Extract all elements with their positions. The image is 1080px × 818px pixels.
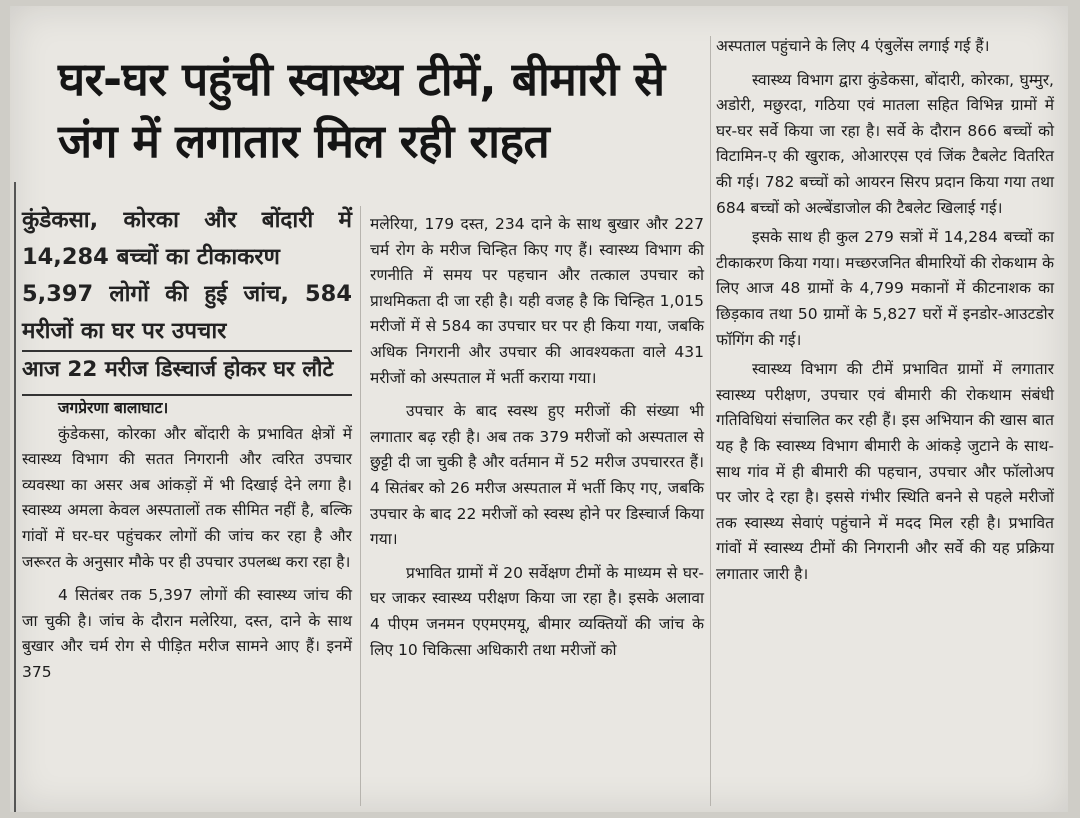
paragraph: उपचार के बाद स्वस्थ हुए मरीजों की संख्या भी लगातार बढ़ रही है। अब तक 379 मरीजों को अस्पताल से छुट्टी दी जा चुकी है और वर्तमान में 52 मरीज उपचाररत हैं। 4 सितंबर को 26 मरीज अस्पताल में भर्ती किए गए, जबकि उपचार के बाद 22 मरीजों को स्वस्थ होने पर डिस्चार्ज किया गया।	[370, 402, 704, 549]
subheadline-1: कुंडेकसा, कोरका और बोंदारी में 14,284 बच्चों का टीकाकरण	[22, 207, 352, 270]
left-frame-rule	[14, 182, 16, 812]
dateline: जगप्रेरणा बालाघाट।	[58, 399, 169, 417]
paragraph: स्वास्थ्य विभाग द्वारा कुंडेकसा, बोंदारी, कोरका, घुम्मुर, अडोरी, मछुरदा, गठिया एवं मातला सहित विभिन्न ग्रामों में घर-घर सर्वे किया जा रहा है। सर्वे के दौरान 866 बच्चों को विटामिन-ए की खुराक, ओआरएस एवं जिंक टैबलेट वितरित की गई। 782 बच्चों को आयरन सिरप प्रदान किया गया तथा 684 बच्चों को अल्बेंडाजोल की टैबलेट खिलाई गई।	[716, 70, 1054, 217]
column-rule-1	[360, 206, 361, 806]
paragraph: प्रभावित ग्रामों में 20 सर्वेक्षण टीमों के माध्यम से घर-घर जाकर स्वास्थ्य परीक्षण किया जा रहा है। इसके अलावा 4 पीएम जनमन एएमएमयू, बीमार व्यक्तियों की जांच के लिए 10 चिकित्सा अधिकारी तथा मरीजों को	[370, 563, 704, 659]
column-rule-2	[710, 36, 711, 806]
paragraph: अस्पताल पहुंचाने के लिए 4 एंबुलेंस लगाई गई हैं।	[716, 37, 990, 55]
subheadline-2: 5,397 लोगों की हुई जांच, 584 मरीजों का घर पर उपचार	[22, 281, 352, 344]
column-3	[716, 34, 1054, 587]
subheadline-3: आज 22 मरीज डिस्चार्ज होकर घर लौटे	[22, 350, 352, 396]
column-1	[22, 202, 352, 686]
paragraph: इसके साथ ही कुल 279 सत्रों में 14,284 बच्चों का टीकाकरण किया गया। मच्छरजनित बीमारियों की रोकथाम के लिए आज 48 ग्रामों के 4,799 मकानों में कीटनाशक का छिड़काव तथा 50 ग्रामों के 5,827 घरों में इनडोर-आउटडोर फॉगिंग की गई।	[716, 228, 1054, 349]
newspaper-clipping	[10, 6, 1068, 812]
paragraph: मलेरिया, 179 दस्त, 234 दाने के साथ बुखार और 227 चर्म रोग के मरीज चिन्हित किए गए हैं। स्वास्थ्य विभाग की रणनीति में समय पर पहचान और तत्काल उपचार को प्राथमिकता दी जा रही है। यही वजह है कि चिन्हित 1,015 मरीजों में से 584 का उपचार घर पर ही किया गया, जबकि अधिक निगरानी और उपचार की आवश्यकता वाले 431 मरीजों को अस्पताल में भर्ती कराया गया।	[370, 215, 704, 387]
paragraph: 4 सितंबर तक 5,397 लोगों की स्वास्थ्य जांच की जा चुकी है। जांच के दौरान मलेरिया, दस्त, दाने के साथ बुखार और चर्म रोग से पीड़ित मरीज सामने आए हैं। इनमें 375	[22, 586, 352, 681]
headline: घर-घर पहुंची स्वास्थ्य टीमें, बीमारी से जंग में लगातार मिल रही राहत	[58, 52, 665, 168]
paragraph: स्वास्थ्य विभाग की टीमें प्रभावित ग्रामों में लगातार स्वास्थ्य परीक्षण, उपचार एवं बीमारी की रोकथाम संबंधी गतिविधियां संचालित कर रही हैं। इस अभियान की खास बात यह है कि स्वास्थ्य विभाग बीमारी के आंकड़े जुटाने के साथ-साथ गांव में ही बीमारी की पहचान, उपचार और फॉलोअप पर जोर दे रहा है। इससे गंभीर स्थिति बनने से पहले मरीजों तक स्वास्थ्य सेवाएं पहुंचाने में मदद मिल रही है। प्रभावित गांवों में स्वास्थ्य टीमों की निगरानी और सर्वे की यह प्रक्रिया लगातार जारी है।	[716, 360, 1054, 583]
column-2	[370, 212, 704, 663]
paragraph: कुंडेकसा, कोरका और बोंदारी के प्रभावित क्षेत्रों में स्वास्थ्य विभाग की सतत निगरानी और त्वरित उपचार व्यवस्था का असर अब आंकड़ों में भी दिखाई देने लगा है। स्वास्थ्य अमला केवल अस्पतालों तक सीमित नहीं है, बल्कि गांवों में घर-घर पहुंचकर लोगों की जांच कर रहा है और जरूरत के अनुसार मौके पर ही उपचार उपलब्ध करा रहा है।	[22, 424, 352, 571]
